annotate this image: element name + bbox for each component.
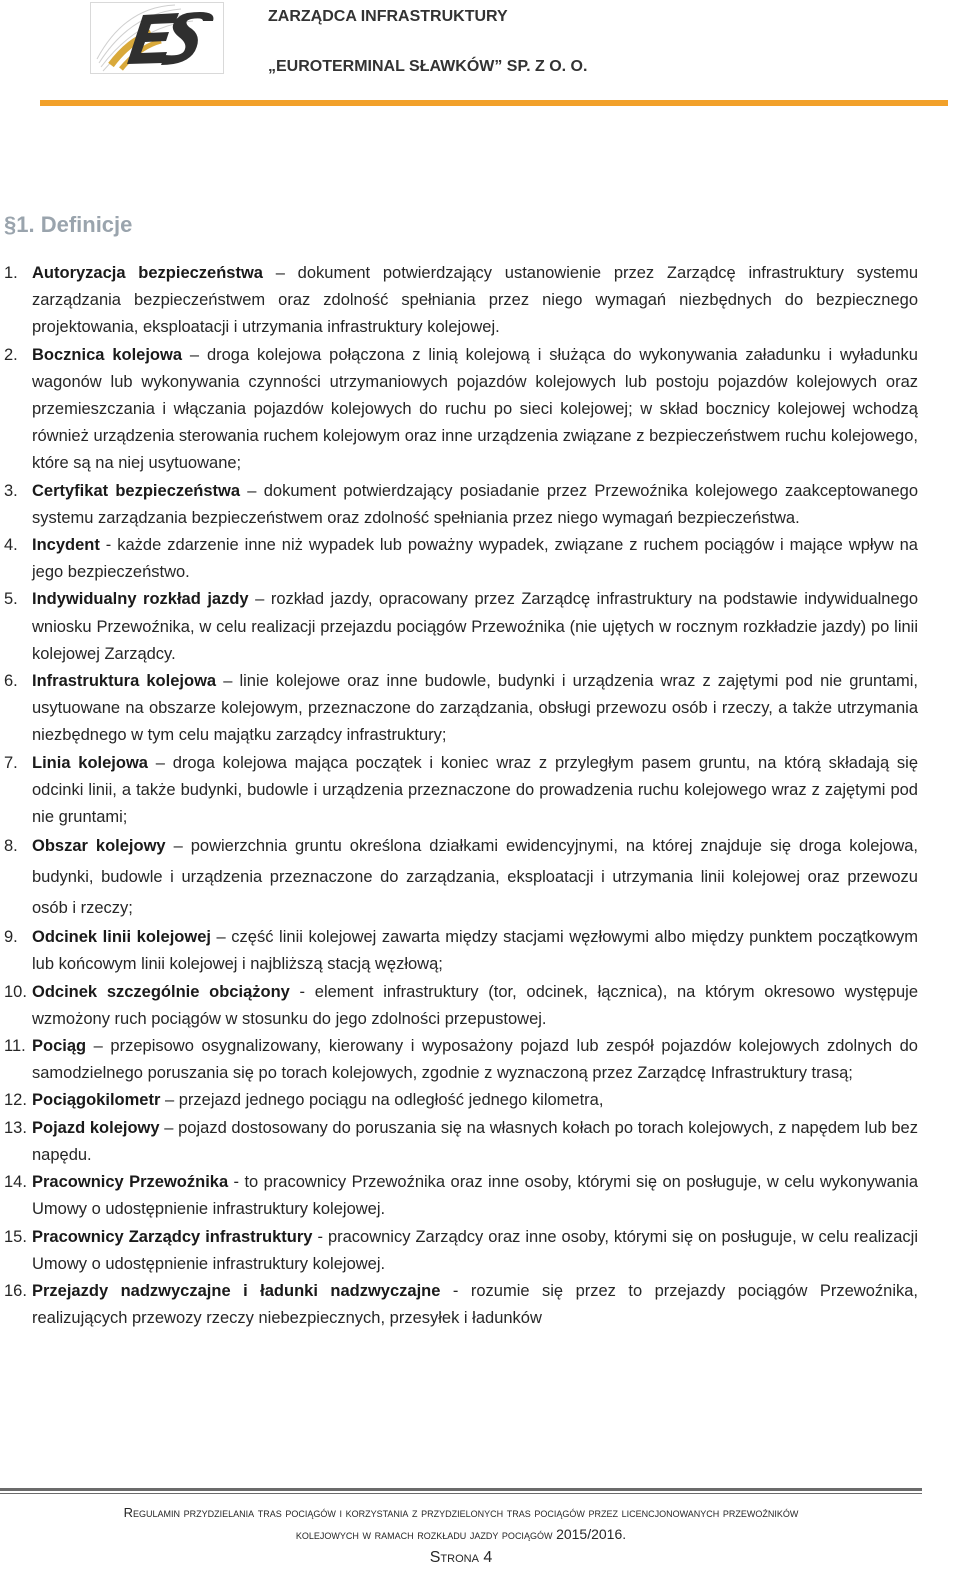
definition-item <box>0 1033 918 1087</box>
definition-number: 14. <box>4 1173 27 1192</box>
definition-item <box>0 1224 918 1278</box>
page-number-value: 4 <box>483 1549 493 1566</box>
definition-term: Linia kolejowa <box>32 753 148 772</box>
definition-item <box>0 1087 918 1114</box>
definition-item <box>0 668 918 750</box>
footer-divider <box>0 1488 922 1491</box>
definition-text: – część linii kolejowej zawarta między stacjami węzłowymi albo między punktem początkowym lub końcowym linii kolejowej i najbliższą stacją węzłową; <box>32 928 918 974</box>
definition-text: – droga kolejowa połączona z linią kolejową i służąca do wykonywania załadunku i wyładunku wagonów lub wykonywania czynności utrzymaniowych pojazdów kolejowych lub postoju pojazdów kolejowych oraz przemieszczania i włączania pojazdów kolejowych do ruchu po sieci kolejowej; w skład bocznicy kolejowej wchodzą również urządzenia sterowania ruchem kolejowym oraz inne urządzenia związane z bezpieczeństwem ruchu kolejowego, które są na niej usytuowane; <box>32 345 918 473</box>
definition-text: – rozkład jazdy, opracowany przez Zarządcę infrastruktury na podstawie indywidualnego wniosku Przewoźnika, w celu realizacji przejazdu pociągów Przewoźnika (nie ujętych w rocznym rozkładzie jazdy) po linii kolejowej Zarządcy. <box>32 590 918 663</box>
definition-item <box>0 979 918 1033</box>
definition-term: Pracownicy Zarządcy infrastruktury <box>32 1227 313 1246</box>
definition-item <box>0 831 918 924</box>
definition-number: 2. <box>4 345 18 364</box>
definition-text: - to pracownicy Przewoźnika oraz inne osoby, którymi się on posługuje, w celu wykonywania Umowy o udostępnienie infrastruktury kolejowej. <box>32 1173 918 1219</box>
definition-item <box>0 924 918 978</box>
definition-item <box>0 750 918 832</box>
page-label: Strona <box>429 1549 479 1566</box>
definition-number: 7. <box>4 753 18 772</box>
definition-term: Incydent <box>32 536 100 555</box>
definition-term: Indywidualny rozkład jazdy <box>32 590 249 609</box>
definition-text: - rozumie się przez to przejazdy pociągów Przewoźnika, realizujących przewozy rzeczy niebezpiecznych, przesyłek i ładunków <box>32 1281 919 1328</box>
definition-term: Pracownicy Przewoźnika <box>32 1173 229 1192</box>
definition-number: 3. <box>4 481 18 500</box>
section-title: §1. Definicje <box>4 212 133 237</box>
footer-document-title-2 <box>0 1526 922 1542</box>
definition-text: – przepisowo osygnalizowany, kierowany i wyposażony pojazd lub zespół pojazdów kolejowych zdolnych do samodzielnego poruszania się po torach kolejowych, zgodnie z wyznaczoną przez Zarządcę Infrastruktury trasą; <box>32 1037 918 1083</box>
definition-number: 12. <box>4 1091 27 1110</box>
page-header <box>0 0 960 110</box>
definition-number: 6. <box>4 672 18 691</box>
org-name-line1: ZARZĄDCA INFRASTRUKTURY <box>268 8 508 25</box>
definition-number: 5. <box>4 590 18 609</box>
definition-text: - pracownicy Zarządcy oraz inne osoby, którymi się on posługuje, w celu realizacji Umowy o udostępnienie infrastruktury kolejowej. <box>32 1227 918 1273</box>
definition-number: 8. <box>4 837 18 856</box>
page-number <box>0 1549 922 1567</box>
definition-text: – pojazd dostosowany do poruszania się na własnych kołach po torach kolejowych, z napędem lub bez napędu. <box>32 1118 918 1164</box>
definition-number: 11. <box>4 1037 26 1056</box>
footer-title-line1: Regulamin przydzielania tras pociągów i korzystania z przydzielonych tras pociągów przez licencjonowanych przewoźników <box>123 1505 799 1520</box>
definition-number: 9. <box>4 928 18 947</box>
definition-item <box>0 586 918 668</box>
es-logo-icon <box>91 3 223 73</box>
definition-term: Autoryzacja bezpieczeństwa <box>32 264 263 282</box>
header-divider <box>40 100 948 106</box>
definition-text: – przejazd jednego pociągu na odległość jednego kilometra, <box>160 1091 604 1110</box>
footer-title-line2: kolejowych w ramach rozkładu jazdy pociągów <box>295 1527 553 1542</box>
definition-item <box>0 1169 918 1223</box>
definition-term: Pojazd kolejowy <box>32 1118 160 1137</box>
definition-number: 1. <box>4 264 18 282</box>
definition-number: 13. <box>4 1118 27 1137</box>
footer-document-title <box>0 1505 922 1520</box>
definition-number: 10. <box>4 982 27 1001</box>
definition-term: Pociąg <box>32 1037 87 1056</box>
definition-number: 4. <box>4 536 18 555</box>
definition-term: Przejazdy nadzwyczajne i ładunki nadzwyczajne <box>32 1281 441 1300</box>
definition-term: Infrastruktura kolejowa <box>32 672 217 691</box>
definition-term: Odcinek linii kolejowej <box>32 928 211 947</box>
definition-term: Obszar kolejowy <box>32 837 166 856</box>
footer-year: 2015/2016. <box>556 1526 627 1542</box>
definition-term: Pociągokilometr <box>32 1091 161 1110</box>
definition-item <box>0 532 918 586</box>
definition-term: Bocznica kolejowa <box>32 345 183 364</box>
definition-text: – dokument potwierdzający ustanowienie przez Zarządcę infrastruktury systemu zarządzania bezpieczeństwem oraz zdolność spełniania przez niego wymagań niezbędnych do bezpiecznego projektowania, eksploatacji i utrzymania infrastruktury kolejowej. <box>32 264 919 337</box>
definition-text: – dokument potwierdzający posiadanie przez Przewoźnika kolejowego zaakceptowanego systemu zarządzania bezpieczeństwem oraz zdolność spełniania przez niego wymagań bezpieczeństwa. <box>32 481 918 527</box>
definition-item <box>0 1278 918 1332</box>
definition-text: - element infrastruktury (tor, odcinek, łącznica), na którym okresowo występuje wzmożony ruch pociągów w stosunku do jego zdolności przepustowej. <box>32 982 918 1028</box>
definition-item <box>0 260 918 342</box>
definition-item <box>0 1115 918 1169</box>
definition-item <box>0 478 918 532</box>
org-name-line2: „EUROTERMINAL SŁAWKÓW” SP. Z O. O. <box>268 58 588 75</box>
definition-term: Odcinek szczególnie obciążony <box>32 982 290 1001</box>
definition-text: – droga kolejowa mająca początek i koniec wraz z przyległym pasem gruntu, na którą składają się odcinki linii, a także budynki, budowle i urządzenia przeznaczone do prowadzenia ruchu kolejowego wraz z zajętymi pod nie gruntami; <box>32 753 918 827</box>
definitions-list <box>0 260 960 1332</box>
definition-term: Certyfikat bezpieczeństwa <box>32 481 241 500</box>
definition-text: – powierzchnia gruntu określona działkami ewidencyjnymi, na której znajduje się droga kolejowa, budynki, budowle i urządzenia przeznaczone do zarządzania, eksploatacji i utrzymania linii kolejowej oraz przewozu osób i rzeczy; <box>32 837 918 918</box>
company-logo <box>90 2 224 74</box>
definition-number: 16. <box>4 1281 27 1300</box>
definition-text: – linie kolejowe oraz inne budowle, budynki i urządzenia wraz z zajętymi pod nie gruntami, usytuowane na obszarze kolejowym, przeznaczone do zarządzania, obsługi przewozu osób i rzeczy, a także utrzymania niezbędnego w tym celu majątku zarządcy infrastruktury; <box>32 672 918 745</box>
definition-text: - każde zdarzenie inne niż wypadek lub poważny wypadek, związane z ruchem pociągów i mające wpływ na jego bezpieczeństwo. <box>32 536 918 582</box>
definition-item <box>0 342 918 478</box>
footer-divider-thin <box>0 1493 922 1494</box>
definition-number: 15. <box>4 1227 27 1246</box>
